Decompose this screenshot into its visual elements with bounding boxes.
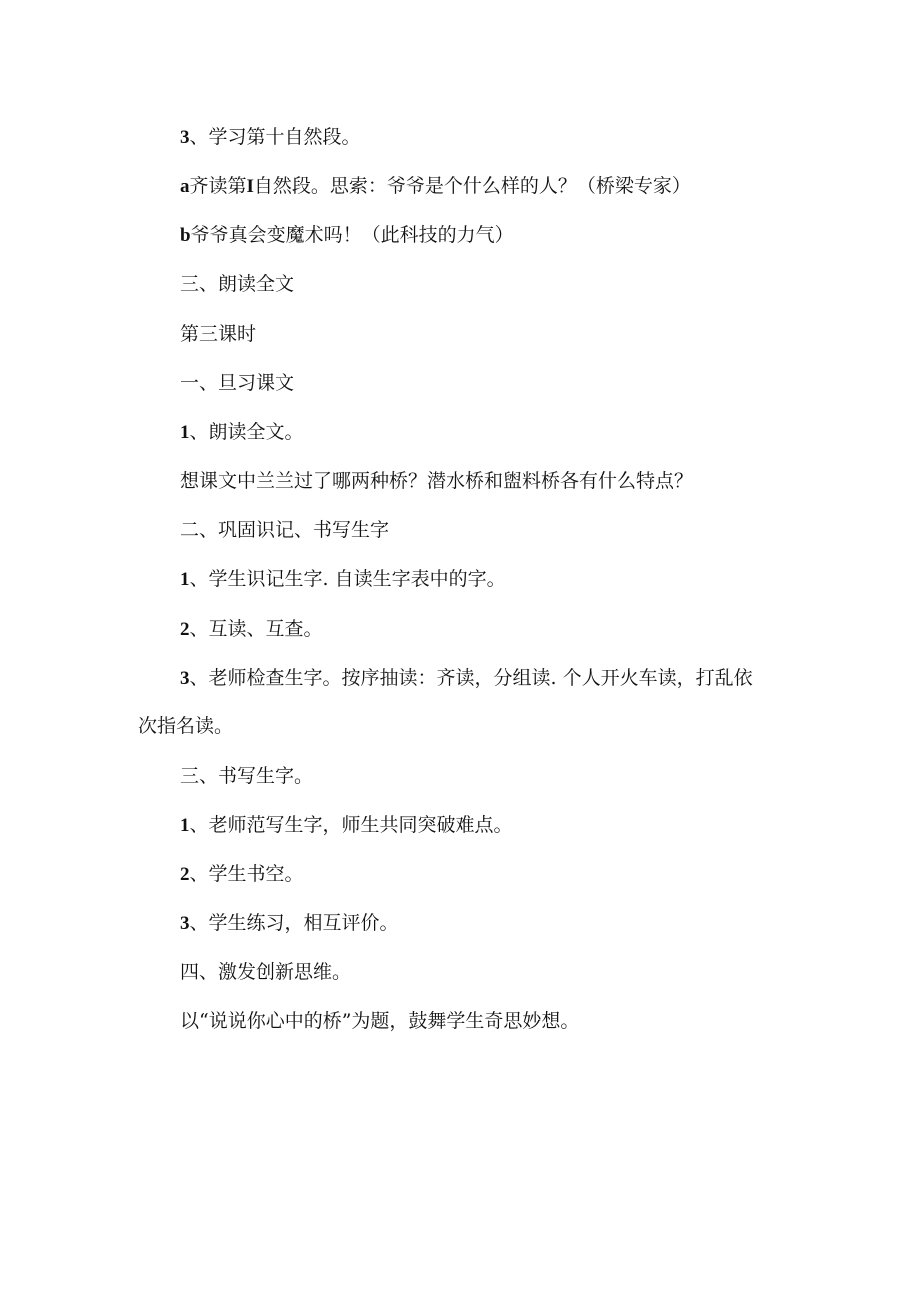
line-text: 一、旦习课文 (180, 372, 295, 394)
line-text: 、学生识记生字. 自读生字表中的字。 (189, 568, 506, 590)
step-number: 2 (180, 864, 190, 885)
section-heading (180, 371, 294, 395)
step-number: 1 (180, 422, 190, 443)
line-text: 三、朗读全文 (180, 273, 295, 295)
line-text: 爷爷真会变魔术吗！（此科技的力气） (190, 224, 514, 246)
step-letter: b (180, 225, 191, 246)
step-number: 3 (180, 668, 190, 689)
line-text: 、朗读全文。 (189, 421, 304, 443)
line-text: 二、巩固识记、书写生字 (180, 519, 390, 541)
line-text: 、学生书空。 (189, 863, 304, 885)
step-number: 2 (180, 619, 190, 640)
line-text: 、学习第十自然段。 (189, 126, 361, 148)
paragraph-line (180, 862, 304, 887)
line-text: 想课文中兰兰过了哪两种桥？潜水桥和盥料桥各有什么特点？ (180, 470, 694, 492)
paragraph-line (180, 223, 514, 248)
step-number: 3 (180, 127, 190, 148)
line-text: 、老师检查生字。按序抽读：齐读，分组读. 个人开火车读，打乱依 (189, 667, 753, 689)
paragraph-line-continuation (138, 714, 233, 738)
paragraph-line (180, 617, 323, 642)
step-number: 1 (180, 569, 190, 590)
step-number: 1 (180, 815, 190, 836)
lesson-heading (180, 322, 256, 346)
paragraph-line (180, 567, 506, 592)
paragraph-line (180, 469, 693, 493)
line-text: 自然段。思索：爷爷是个什么样的人？（桥梁专家） (253, 175, 691, 197)
line-text: 、互读、互查。 (189, 618, 323, 640)
paragraph-line (180, 1009, 579, 1033)
paragraph-line (180, 420, 304, 445)
paragraph-line (180, 174, 691, 199)
section-heading (180, 518, 389, 542)
line-text: 次指名读。 (138, 715, 234, 737)
step-number: 3 (180, 913, 190, 934)
paragraph-line (180, 666, 753, 691)
paragraph-line (180, 125, 361, 150)
line-text: 四、激发创新思维。 (180, 961, 352, 983)
step-letter: a (180, 176, 190, 197)
paragraph-line (180, 813, 513, 838)
section-heading (180, 272, 294, 296)
line-text: 、老师范写生字，师生共同突破难点。 (189, 814, 513, 836)
section-heading (180, 764, 313, 788)
line-text: 齐读第 (189, 175, 247, 197)
section-heading (180, 960, 351, 984)
paragraph-line (180, 911, 399, 936)
line-text: 第三课时 (180, 323, 257, 345)
line-text: 三、书写生字。 (180, 765, 314, 787)
line-text: 、学生练习，相互评价。 (189, 912, 399, 934)
bold-glyph: I (246, 176, 254, 197)
line-text: 以“说说你心中的桥”为题，鼓舞学生奇思妙想。 (180, 1010, 580, 1032)
